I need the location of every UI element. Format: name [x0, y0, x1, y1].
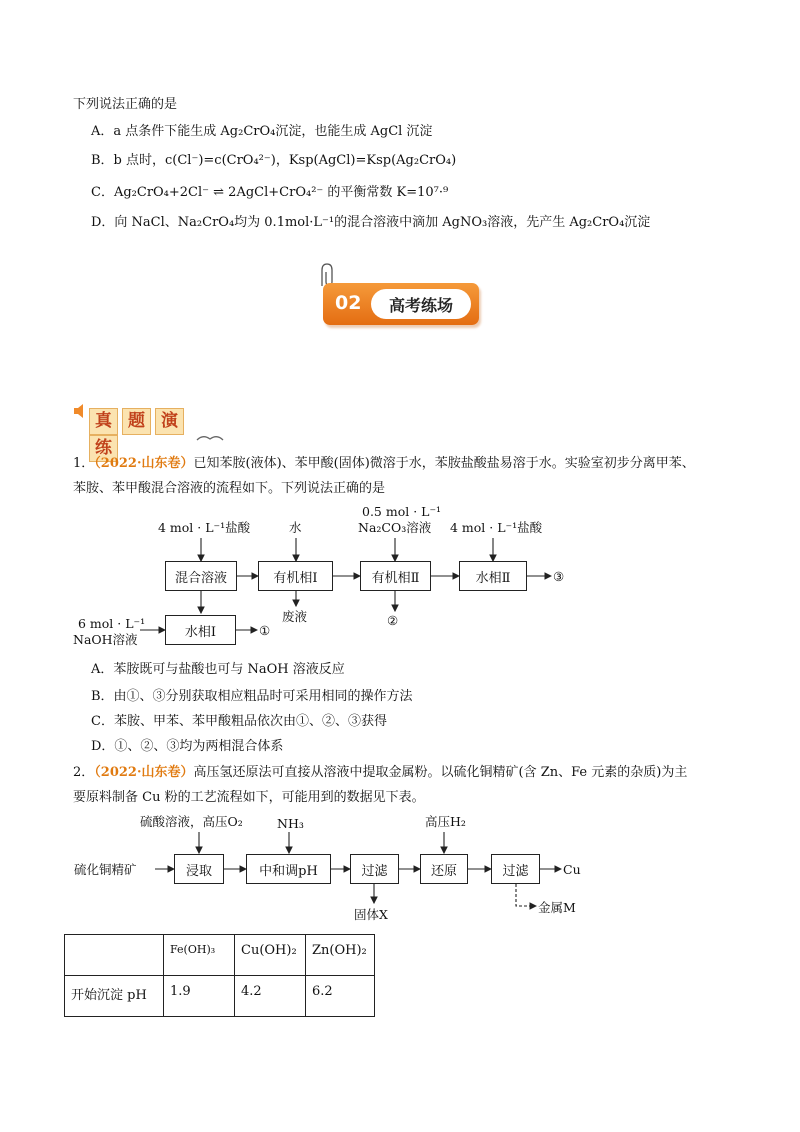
table-cell: 4.2 — [235, 976, 306, 1017]
table-cell: Fe(OH)₃ — [164, 935, 235, 976]
output-1: ① — [259, 623, 271, 638]
banner-title: 高考练场 — [371, 289, 471, 319]
box-organic-phase-2: 有机相Ⅱ — [360, 561, 431, 591]
naoh-line2: NaOH溶液 — [73, 632, 138, 647]
reagent-na2co3-line2: Na₂CO₃溶液 — [358, 520, 432, 535]
box-mixed-solution: 混合溶液 — [165, 561, 237, 591]
option-a: A．a 点条件下能生成 Ag₂CrO₄沉淀，也能生成 AgCl 沉淀 — [91, 124, 433, 139]
table-cell: Zn(OH)₂ — [306, 935, 375, 976]
table-header-row — [65, 935, 375, 976]
box-filter-1: 过滤 — [350, 854, 399, 884]
box-filter-2: 过滤 — [491, 854, 540, 884]
q2-number: 2． — [73, 765, 95, 780]
output-2: ② — [387, 613, 399, 628]
waste-liquid: 废液 — [282, 609, 308, 624]
option-c: C．Ag₂CrO₄+2Cl⁻ ⇌ 2AgCl+CrO₄²⁻ 的平衡常数 K=10⁷·⁹ — [91, 185, 449, 200]
q2-source: （2022·山东卷） — [94, 765, 194, 780]
box-neutralize-ph: 中和调pH — [246, 854, 331, 884]
table-cell: 1.9 — [164, 976, 235, 1017]
box-leaching: 浸取 — [174, 854, 224, 884]
q2-stem-line2: 要原料制备 Cu 粉的工艺流程如下，可能用到的数据见下表。 — [73, 790, 425, 805]
naoh-line1: 6 mol · L⁻¹ — [78, 616, 146, 631]
output-3: ③ — [553, 569, 565, 584]
table-cell: 6.2 — [306, 976, 375, 1017]
q2-input: 硫化铜精矿 — [74, 862, 137, 877]
solid-x: 固体X — [354, 907, 388, 922]
banner-number: 02 — [335, 292, 362, 314]
q2-reagent-1: 硫酸溶液，高压O₂ — [140, 814, 243, 829]
precipitation-ph-table — [64, 934, 375, 1017]
table-cell: 开始沉淀 pH — [65, 976, 164, 1017]
reagent-na2co3-line1: 0.5 mol · L⁻¹ — [362, 504, 442, 519]
q2-stem-line1: 高压氢还原法可直接从溶液中提取金属粉。以硫化铜精矿(含 Zn、Fe 元素的杂质)为主 — [193, 765, 688, 780]
q1-stem-line2: 苯胺、苯甲酸混合溶液的流程如下。下列说法正确的是 — [73, 481, 386, 496]
box-reduction: 还原 — [420, 854, 468, 884]
q1-option-c: C．苯胺、甲苯、苯甲酸粗品依次由①、②、③获得 — [91, 714, 387, 729]
box-organic-phase-1: 有机相Ⅰ — [258, 561, 333, 591]
heading-char: 真 — [89, 408, 118, 435]
q1-source: （2022·山东卷） — [94, 456, 194, 471]
q2-reagent-2: NH₃ — [277, 816, 304, 831]
q1-number: 1． — [73, 456, 95, 471]
q2-reagent-3: 高压H₂ — [425, 814, 466, 829]
table-cell — [65, 935, 164, 976]
q1-option-d: D．①、②、③均为两相混合体系 — [91, 739, 284, 754]
question-intro: 下列说法正确的是 — [73, 97, 178, 112]
option-b: B．b 点时，c(Cl⁻)=c(CrO₄²⁻)，Ksp(AgCl)=Ksp(Ag₂CrO₄) — [91, 153, 457, 168]
output-cu: Cu — [563, 862, 581, 877]
box-aqueous-phase-2: 水相Ⅱ — [459, 561, 527, 591]
reagent-water: 水 — [289, 520, 302, 535]
q1-option-a: A．苯胺既可与盐酸也可与 NaOH 溶液反应 — [91, 662, 345, 677]
q1-option-b: B．由①、③分别获取相应粗品时可采用相同的操作方法 — [91, 689, 413, 704]
heading-char: 练 — [89, 435, 118, 462]
box-aqueous-phase-1: 水相Ⅰ — [165, 615, 236, 645]
reagent-hcl-2: 4 mol · L⁻¹盐酸 — [450, 520, 543, 535]
table-cell: Cu(OH)₂ — [235, 935, 306, 976]
q1-stem-line1: 已知苯胺(液体)、苯甲酸(固体)微溶于水，苯胺盐酸盐易溶于水。实验室初步分离甲苯、 — [193, 456, 695, 471]
option-d: D．向 NaCl、Na₂CrO₄均为 0.1mol·L⁻¹的混合溶液中滴加 AgNO₃溶液，先产生 Ag₂CrO₄沉淀 — [91, 215, 651, 230]
table-row — [65, 976, 375, 1017]
heading-char: 演 — [155, 408, 184, 435]
metal-m: 金属M — [538, 900, 576, 915]
reagent-hcl-1: 4 mol · L⁻¹盐酸 — [158, 520, 251, 535]
heading-char: 题 — [122, 408, 151, 435]
